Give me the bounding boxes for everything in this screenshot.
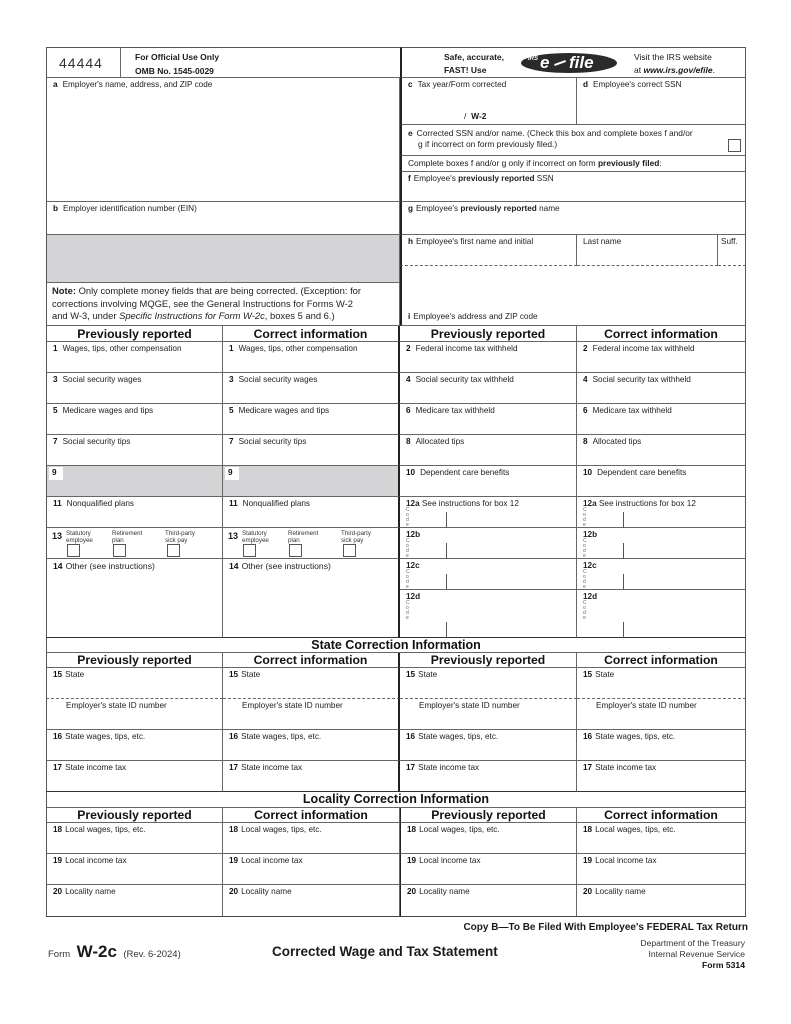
code-label: Code [406, 569, 410, 590]
official-use-box [121, 47, 400, 78]
box-7-correct[interactable]: 7 Social security tips [223, 435, 400, 466]
box-12d-prev[interactable]: 12d Code [400, 590, 577, 638]
col-header-correct-left: Correct information [223, 326, 400, 342]
box-8-prev[interactable]: 8 Allocated tips [400, 435, 577, 466]
shaded-area [46, 235, 400, 283]
corrected-ssn-checkbox[interactable] [728, 139, 741, 152]
col-header-prev-left: Previously reported [46, 326, 223, 342]
box-i-employee-address[interactable]: i Employee's address and ZIP code [400, 266, 746, 326]
box-16-state-wages-3[interactable]: 16 State wages, tips, etc. [400, 730, 577, 761]
box-17-state-tax-3[interactable]: 17 State income tax [400, 761, 577, 792]
box-3-correct[interactable]: 3 Social security wages [223, 373, 400, 404]
box-3-prev[interactable]: 3 Social security wages [46, 373, 223, 404]
box-6-prev[interactable]: 6 Medicare tax withheld [400, 404, 577, 435]
state-header-correct-right: Correct information [577, 653, 746, 668]
locality-header-correct-right: Correct information [577, 808, 746, 823]
box-19-local-tax-1[interactable]: 19 Local income tax [46, 854, 223, 885]
box-15-state-1[interactable]: 15 State [46, 668, 223, 699]
box-16-state-wages-1[interactable]: 16 State wages, tips, etc. [46, 730, 223, 761]
complete-instruction: Complete boxes f and/or g only if incorrect on form previously filed: [400, 156, 746, 172]
employer-state-id-2[interactable]: Employer's state ID number [223, 699, 400, 730]
state-header-correct-left: Correct information [223, 653, 400, 668]
code-label: Code [583, 507, 587, 528]
box-16-state-wages-4[interactable]: 16 State wages, tips, etc. [577, 730, 746, 761]
box-15-state-2[interactable]: 15 State [223, 668, 400, 699]
box-g-prev-name[interactable]: g Employee's previously reported name [400, 202, 746, 235]
control-number-box [46, 47, 121, 78]
employer-state-id-4[interactable]: Employer's state ID number [577, 699, 746, 730]
col-header-prev-right: Previously reported [400, 326, 577, 342]
box-15-state-3[interactable]: 15 State [400, 668, 577, 699]
third-party-sick-pay-checkbox[interactable] [343, 544, 356, 557]
box-2-correct[interactable]: 2 Federal income tax withheld [577, 342, 746, 373]
control-number: 44444 [59, 55, 103, 71]
efile-logo-icon: IRS e file [521, 53, 617, 73]
box-10-prev[interactable]: 10 Dependent care benefits [400, 466, 577, 497]
box-1-correct[interactable]: 1 Wages, tips, other compensation [223, 342, 400, 373]
box-12b-prev[interactable]: 12b Code [400, 528, 577, 559]
box-12a-prev[interactable]: 12a See instructions for box 12 Code [400, 497, 577, 528]
safe-line1: Safe, accurate, [444, 52, 505, 62]
form-identifier: Form W-2c (Rev. 6-2024) [48, 942, 181, 961]
box-15-state-4[interactable]: 15 State [577, 668, 746, 699]
box-10-correct[interactable]: 10 Dependent care benefits [577, 466, 746, 497]
lightning-icon [554, 60, 566, 66]
box-20-locality-name-2[interactable]: 20 Locality name [223, 885, 400, 917]
third-party-sick-pay-checkbox[interactable] [167, 544, 180, 557]
box-20-locality-name-1[interactable]: 20 Locality name [46, 885, 223, 917]
box-h-first-name[interactable]: h Employee's first name and initial [400, 235, 577, 266]
box-18-local-wages-3[interactable]: 18 Local wages, tips, etc. [400, 823, 577, 854]
copy-b-label: Copy B—To Be Filed With Employee's FEDERAL Tax Return [463, 922, 748, 933]
code-label: Code [406, 600, 410, 621]
locality-header-prev-left: Previously reported [46, 808, 223, 823]
code-label: Code [406, 507, 410, 528]
visit-line2: at www.irs.gov/efile. [634, 65, 715, 75]
efile-url-link[interactable]: www.irs.gov/efile [643, 65, 713, 75]
state-header-prev-right: Previously reported [400, 653, 577, 668]
box-12c-correct[interactable]: 12c Code [577, 559, 746, 590]
box-18-local-wages-1[interactable]: 18 Local wages, tips, etc. [46, 823, 223, 854]
box-b-ein[interactable]: b Employer identification number (EIN) [46, 202, 400, 235]
box-5-correct[interactable]: 5 Medicare wages and tips [223, 404, 400, 435]
box-2-prev[interactable]: 2 Federal income tax withheld [400, 342, 577, 373]
form-corrected: / W-2 [464, 111, 487, 121]
box-18-local-wages-2[interactable]: 18 Local wages, tips, etc. [223, 823, 400, 854]
code-label: Code [583, 569, 587, 590]
retirement-plan-checkbox[interactable] [289, 544, 302, 557]
state-section-header: State Correction Information [46, 638, 746, 653]
box-d-correct-ssn[interactable]: d Employee's correct SSN [577, 78, 746, 125]
box-19-local-tax-2[interactable]: 19 Local income tax [223, 854, 400, 885]
statutory-employee-checkbox[interactable] [243, 544, 256, 557]
form-name: W-2c [76, 942, 117, 961]
code-label: Code [406, 538, 410, 559]
box-5-prev[interactable]: 5 Medicare wages and tips [46, 404, 223, 435]
box-13-prev: 13 Statutory employee Retirement plan Third-party sick pay [46, 528, 223, 559]
box-17-state-tax-2[interactable]: 17 State income tax [223, 761, 400, 792]
box-8-correct[interactable]: 8 Allocated tips [577, 435, 746, 466]
safe-line2: FAST! Use [444, 65, 487, 75]
box-c-tax-year[interactable]: c Tax year/Form corrected / W-2 [400, 78, 577, 125]
locality-header-correct-left: Correct information [223, 808, 400, 823]
box-14-prev[interactable]: 14 Other (see instructions) [46, 559, 223, 638]
locality-section-header: Locality Correction Information [46, 792, 746, 808]
box-17-state-tax-4[interactable]: 17 State income tax [577, 761, 746, 792]
box-f-prev-ssn[interactable]: f Employee's previously reported SSN [400, 172, 746, 202]
note-box [46, 283, 400, 326]
box-7-prev[interactable]: 7 Social security tips [46, 435, 223, 466]
box-h-suffix[interactable]: Suff. [718, 235, 746, 266]
statutory-employee-checkbox[interactable] [67, 544, 80, 557]
note-text: Note: Only complete money fields that are being corrected. (Exception: for corrections involving MQGE, see the General Instructions for Forms W-2 and W-3, under Specific Instructions for Form W-2c, boxes 5 and 6.) [52, 285, 362, 321]
box-e-corrected-ssn-name: e Corrected SSN and/or name. (Check this box and complete boxes f and/or g if incorrect on form previously filed.) [400, 125, 746, 156]
issuing-agency: Department of the Treasury Internal Revenue Service Form 5314 [640, 938, 745, 970]
efile-banner [400, 47, 746, 78]
employer-state-id-3[interactable]: Employer's state ID number [400, 699, 577, 730]
box-19-local-tax-4[interactable]: 19 Local income tax [577, 854, 746, 885]
official-use-label: For Official Use Only [135, 52, 220, 62]
box-12a-correct[interactable]: 12a See instructions for box 12 Code [577, 497, 746, 528]
box-11-prev[interactable]: 11 Nonqualified plans [46, 497, 223, 528]
box-6-correct[interactable]: 6 Medicare tax withheld [577, 404, 746, 435]
code-label: Code [583, 600, 587, 621]
box-a-employer-name[interactable]: a Employer's name, address, and ZIP code [46, 78, 400, 202]
box-20-locality-name-4[interactable]: 20 Locality name [577, 885, 746, 917]
box-18-local-wages-4[interactable]: 18 Local wages, tips, etc. [577, 823, 746, 854]
box-12c-prev[interactable]: 12c Code [400, 559, 577, 590]
state-header-prev-left: Previously reported [46, 653, 223, 668]
box-9-correct: 9 [223, 466, 400, 497]
box-4-prev[interactable]: 4 Social security tax withheld [400, 373, 577, 404]
box-17-state-tax-1[interactable]: 17 State income tax [46, 761, 223, 792]
visit-line1: Visit the IRS website [634, 52, 712, 62]
retirement-plan-checkbox[interactable] [113, 544, 126, 557]
box-19-local-tax-3[interactable]: 19 Local income tax [400, 854, 577, 885]
omb-number: OMB No. 1545-0029 [135, 66, 214, 76]
box-16-state-wages-2[interactable]: 16 State wages, tips, etc. [223, 730, 400, 761]
box-12d-correct[interactable]: 12d Code [577, 590, 746, 638]
locality-header-prev-right: Previously reported [400, 808, 577, 823]
form-title: Corrected Wage and Tax Statement [272, 944, 498, 959]
form-number: Form 5314 [702, 960, 745, 970]
box-h-last-name[interactable]: Last name [577, 235, 718, 266]
box-11-correct[interactable]: 11 Nonqualified plans [223, 497, 400, 528]
box-14-correct[interactable]: 14 Other (see instructions) [223, 559, 400, 638]
box-1-prev[interactable]: 1 Wages, tips, other compensation [46, 342, 223, 373]
box-13-correct: 13 Statutory employee Retirement plan Third-party sick pay [223, 528, 400, 559]
box-4-correct[interactable]: 4 Social security tax withheld [577, 373, 746, 404]
code-label: Code [583, 538, 587, 559]
box-12b-correct[interactable]: 12b Code [577, 528, 746, 559]
box-20-locality-name-3[interactable]: 20 Locality name [400, 885, 577, 917]
box-9-prev: 9 [46, 466, 223, 497]
employer-state-id-1[interactable]: Employer's state ID number [46, 699, 223, 730]
col-header-correct-right: Correct information [577, 326, 746, 342]
